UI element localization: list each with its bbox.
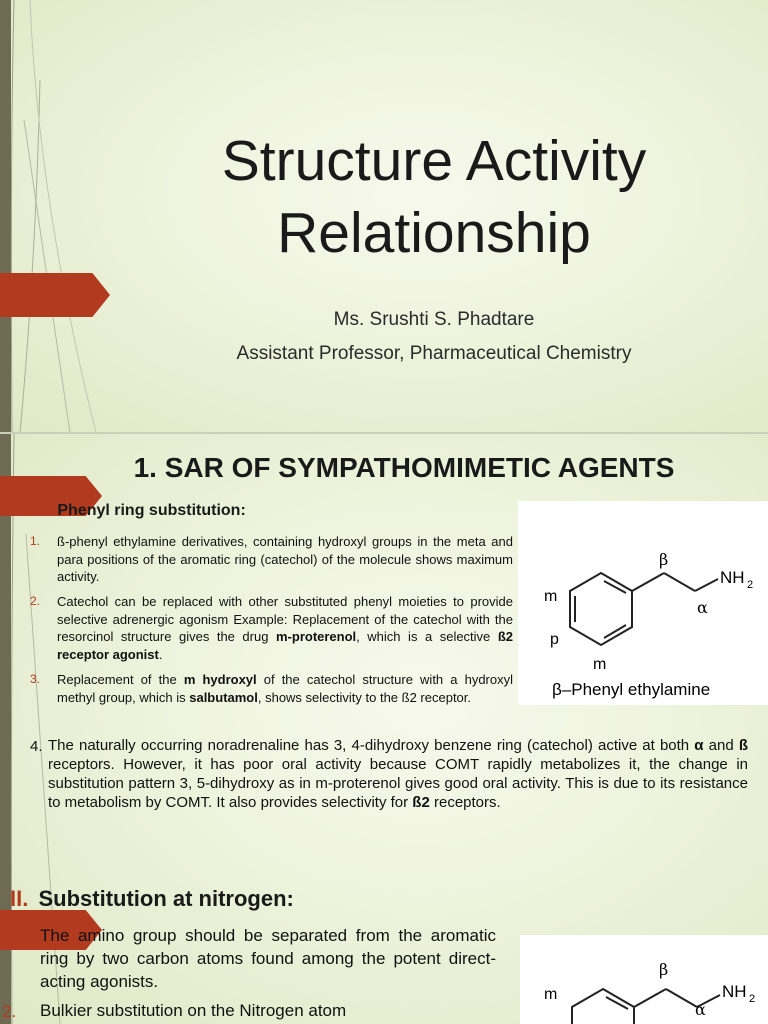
slide-title: Structure Activity Relationship xyxy=(221,129,647,265)
phenylethylamine-structure xyxy=(520,935,768,1024)
alpha-label: α xyxy=(697,598,708,617)
item-number: 2. xyxy=(2,1002,17,1021)
red-arrow xyxy=(0,273,110,317)
beta-label: β xyxy=(659,960,669,979)
item-number: 1. xyxy=(30,534,41,548)
item-number: 4. xyxy=(30,738,43,755)
item-number: 2. xyxy=(30,594,41,608)
list-item: Replacement of the m hydroxyl of the catechol structure with a hydroxyl methyl group, which is salbutamol, shows selectivity to the ß2 receptor. xyxy=(57,672,513,705)
author-name: Ms. Srushti S. Phadtare xyxy=(333,309,535,330)
slide-heading: 1. SAR OF SYMPATHOMIMETIC AGENTS xyxy=(133,452,675,483)
alpha-label: α xyxy=(695,1000,706,1019)
item-number: 3. xyxy=(30,672,41,686)
title-slide xyxy=(0,0,768,433)
beta-label: β xyxy=(659,550,669,569)
meta-label: m xyxy=(544,588,558,605)
structure-caption: β–Phenyl ethylamine xyxy=(552,680,711,699)
list-item: The naturally occurring noradrenaline has 3, 4-dihydroxy benzene ring (catechol) active at both α and ß receptors. However, it has poor oral activity because COMT rapidly metabolizes it, the change in substitution pattern 3, 5-dihydroxy as in m-proterenol gives good oral activity. This is due to its resistance to metabolism by COMT. It also provides selectivity for ß2 receptors. xyxy=(48,737,748,811)
item-number: 1. xyxy=(22,927,37,946)
section-heading-nitrogen: II. Substitution at nitrogen: xyxy=(10,886,294,911)
nh2-label: NH xyxy=(722,982,747,1001)
section-heading-phenyl: I. Phenyl ring substitution: xyxy=(30,502,246,519)
list-item: Catechol can be replaced with other substituted phenyl moieties to provide selective adrenergic agonism Example: Replacement of the catechol with the resorcinol structure gives the drug m-proterenol, which is a selective ß2 receptor agonist. xyxy=(57,594,513,662)
meta-label: m xyxy=(544,986,558,1003)
nh2-label: NH xyxy=(720,568,745,587)
author-position: Assistant Professor, Pharmaceutical Chemistry xyxy=(236,343,632,364)
phenylethylamine-structure xyxy=(518,501,768,705)
list-item: ß-phenyl ethylamine derivatives, containing hydroxyl groups in the meta and para positions of the aromatic ring (catechol) of the molecule shows maximum activity. xyxy=(57,534,513,584)
para-label: p xyxy=(550,631,559,648)
list-item: Bulkier substitution on the Nitrogen atom xyxy=(40,1001,347,1020)
nh2-subscript: 2 xyxy=(747,579,754,591)
structure-diagram xyxy=(520,935,768,1024)
structure-diagram xyxy=(518,501,768,705)
meta-label: m xyxy=(593,656,607,673)
content-slide xyxy=(0,434,768,1024)
nh2-subscript: 2 xyxy=(749,993,756,1005)
list-item: The amino group should be separated from the aromatic ring by two carbon atoms found among the potent direct-acting agonists. xyxy=(40,926,496,991)
